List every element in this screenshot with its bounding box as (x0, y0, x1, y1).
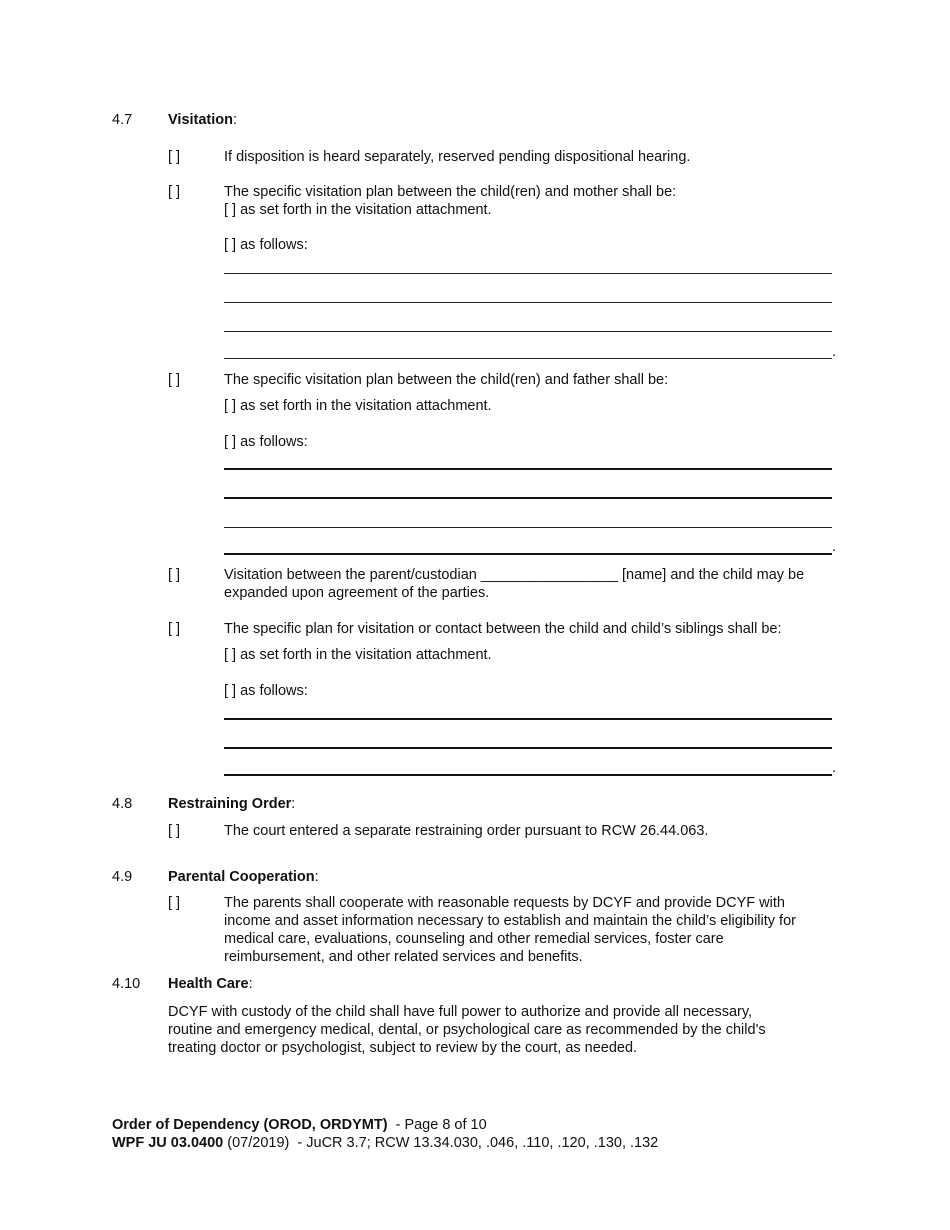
checkbox-parental-cooperation[interactable]: [ ] (168, 895, 181, 911)
father-fill-line[interactable] (224, 553, 832, 555)
footer-page-number: - Page 8 of 10 (387, 1117, 487, 1133)
section-number-4-10: 4.10 (112, 976, 141, 992)
section-heading-health-care (168, 975, 253, 993)
line-end-period: . (832, 760, 837, 776)
father-fill-line[interactable] (224, 468, 832, 470)
health-care-line: routine and emergency medical, dental, or psychological care as recommended by the child's (168, 1022, 766, 1038)
siblings-visitation-text: The specific plan for visitation or contact between the child and child’s siblings shall be: (224, 621, 782, 637)
checkbox-parent-custodian[interactable]: [ ] (168, 567, 181, 583)
parental-cooperation-line: medical care, evaluations, counseling and other remedial services, foster care (224, 931, 724, 947)
checkbox-mother-visitation[interactable]: [ ] (168, 184, 181, 200)
section-number-4-7: 4.7 (112, 112, 133, 128)
heading-colon: : (233, 112, 238, 128)
section-heading-visitation (168, 111, 237, 129)
father-fill-line[interactable] (224, 497, 832, 499)
siblings-fill-line[interactable] (224, 747, 832, 749)
heading-title: Visitation (168, 112, 233, 128)
section-number-4-8: 4.8 (112, 796, 133, 812)
mother-visitation-text: The specific visitation plan between the child(ren) and mother shall be: (224, 184, 677, 200)
footer-form-title: Order of Dependency (OROD, ORDYMT) (112, 1117, 388, 1133)
footer-form-code: WPF JU 03.0400 (112, 1135, 224, 1151)
parent-custodian-text-line2: expanded upon agreement of the parties. (224, 585, 490, 601)
mother-fill-line[interactable] (224, 302, 832, 303)
heading-colon: : (291, 796, 296, 812)
restraining-order-text: The court entered a separate restraining order pursuant to RCW 26.44.063. (224, 823, 709, 839)
mother-fill-line[interactable] (224, 273, 832, 274)
checkbox-restraining-order[interactable]: [ ] (168, 823, 181, 839)
father-option-as-follows[interactable]: [ ] as follows: (224, 434, 308, 450)
disposition-text: If disposition is heard separately, reserved pending dispositional hearing. (224, 149, 691, 165)
heading-title: Parental Cooperation (168, 869, 315, 885)
siblings-fill-line[interactable] (224, 718, 832, 720)
siblings-fill-line[interactable] (224, 774, 832, 776)
mother-fill-line[interactable] (224, 331, 832, 332)
heading-colon: : (248, 976, 253, 992)
mother-option-as-follows[interactable]: [ ] as follows: (224, 237, 308, 253)
section-number-4-9: 4.9 (112, 869, 133, 885)
line-end-period: . (832, 344, 837, 360)
line-end-period: . (832, 539, 837, 555)
section-heading-restraining-order (168, 795, 295, 813)
father-visitation-text: The specific visitation plan between the child(ren) and father shall be: (224, 372, 669, 388)
mother-option-attachment[interactable]: [ ] as set forth in the visitation attachment. (224, 202, 492, 218)
checkbox-father-visitation[interactable]: [ ] (168, 372, 181, 388)
footer-title (112, 1116, 487, 1134)
parental-cooperation-line: income and asset information necessary to establish and maintain the child’s eligibility for (224, 913, 796, 929)
heading-colon: : (314, 869, 319, 885)
health-care-line: treating doctor or psychologist, subject to review by the court, as needed. (168, 1040, 638, 1056)
heading-title: Restraining Order (168, 796, 292, 812)
health-care-line: DCYF with custody of the child shall have full power to authorize and provide all necessary, (168, 1004, 753, 1020)
section-heading-parental-cooperation (168, 868, 319, 886)
siblings-option-as-follows[interactable]: [ ] as follows: (224, 683, 308, 699)
parental-cooperation-line: reimbursement, and other related services and benefits. (224, 949, 583, 965)
heading-title: Health Care (168, 976, 249, 992)
checkbox-siblings-visitation[interactable]: [ ] (168, 621, 181, 637)
father-fill-line[interactable] (224, 527, 832, 528)
father-option-attachment[interactable]: [ ] as set forth in the visitation attachment. (224, 398, 492, 414)
mother-fill-line[interactable] (224, 358, 832, 359)
footer-form-reference (112, 1134, 658, 1152)
footer-rcw-citation: (07/2019) - JuCR 3.7; RCW 13.34.030, .046, .110, .120, .130, .132 (223, 1135, 659, 1151)
checkbox-disposition[interactable]: [ ] (168, 149, 181, 165)
parental-cooperation-line: The parents shall cooperate with reasonable requests by DCYF and provide DCYF with (224, 895, 785, 911)
parent-custodian-text-line1: Visitation between the parent/custodian _________________ [name] and the child may be (224, 567, 805, 583)
siblings-option-attachment[interactable]: [ ] as set forth in the visitation attachment. (224, 647, 492, 663)
